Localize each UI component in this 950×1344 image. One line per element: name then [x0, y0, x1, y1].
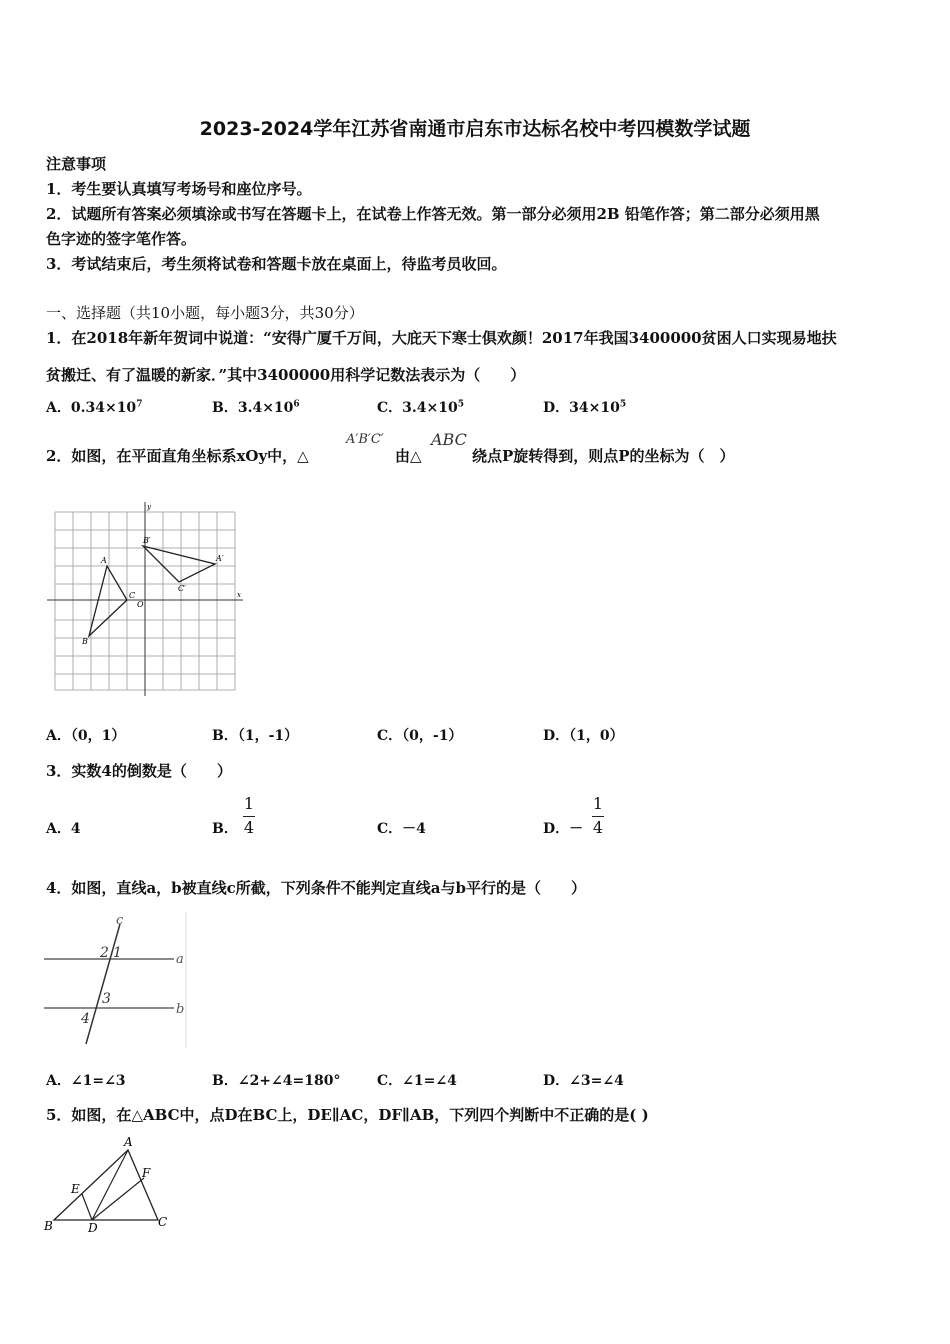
label-c: C — [129, 591, 136, 600]
label-b: b — [176, 1002, 185, 1017]
q3-option-c: C．－4 — [377, 821, 426, 837]
q4-option-b: B．∠2+∠4=180° — [212, 1073, 341, 1089]
q3-option-d-prefix: D．－ — [543, 821, 584, 837]
angle-4: 4 — [81, 1011, 90, 1027]
q3-option-d-numerator: 1 — [592, 794, 604, 813]
q4-parallel-lines-figure — [44, 912, 188, 1050]
q4-option-d: D．∠3=∠4 — [543, 1073, 624, 1089]
q2-option-a: A．（0，1） — [46, 728, 126, 744]
section-heading: 一、选择题（共10小题，每小题3分，共30分） — [46, 304, 364, 322]
triangle-abc — [54, 1150, 158, 1220]
line-c — [86, 924, 120, 1044]
label-b: B — [82, 637, 88, 646]
label-d: D — [88, 1221, 98, 1235]
label-a: a — [176, 952, 184, 967]
q2-triangle: ABC — [431, 430, 467, 449]
q2-stem-part1: 2．如图，在平面直角坐标系xOy中，△ — [46, 447, 309, 465]
q2-coordinate-figure — [45, 500, 250, 700]
label-b: B — [44, 1219, 53, 1233]
q4-option-c: C．∠1=∠4 — [377, 1073, 457, 1089]
q4-option-a: A．∠1=∠3 — [46, 1073, 126, 1089]
q3-option-b-fraction-bar — [243, 816, 255, 817]
q2-stem-part2: 由△ — [395, 447, 422, 465]
label-a-prime: A′ — [216, 554, 224, 563]
q4-stem: 4．如图，直线a，b被直线c所截，下列条件不能判定直线a与b平行的是（ ） — [46, 879, 586, 897]
angle-3: 3 — [102, 991, 111, 1007]
label-e: E — [71, 1182, 80, 1196]
triangle-prime — [143, 546, 215, 582]
q3-option-b-numerator: 1 — [243, 794, 255, 813]
label-f: F — [142, 1166, 151, 1180]
q2-stem-part3: 绕点P旋转得到，则点P的坐标为（ ） — [472, 447, 735, 465]
label-y: y — [147, 503, 151, 511]
note-item: 3．考试结束后，考生须将试卷和答题卡放在桌面上，待监考员收回。 — [46, 255, 507, 273]
q1-option-d: D．$34\times 10^5$ — [543, 399, 627, 416]
label-c-prime: C′ — [178, 584, 186, 593]
label-o: O — [137, 600, 144, 609]
q1-option-a: A．$0.34\times 10^7$ — [46, 399, 143, 416]
q1-option-b: B．$3.4\times 10^6$ — [212, 399, 300, 416]
angle-2: 2 — [100, 945, 109, 961]
label-x: x — [237, 591, 241, 599]
q2-option-b: B．（1，-1） — [212, 728, 299, 744]
q1-option-c: C．$3.4\times 10^5$ — [377, 399, 464, 416]
q3-option-b-prefix: B． — [212, 821, 238, 837]
label-c: c — [116, 913, 124, 928]
q2-option-d: D．（1，0） — [543, 728, 624, 744]
q3-option-b-denominator: 4 — [243, 818, 255, 837]
q2-triangle-prime: A′B′C′ — [346, 432, 384, 447]
label-a: A — [101, 556, 107, 565]
segment-de — [82, 1194, 92, 1220]
segment-ad — [92, 1150, 128, 1220]
q3-option-a: A．4 — [46, 821, 81, 837]
note-item: 色字迹的签字笔作答。 — [46, 230, 197, 248]
label-c: C — [158, 1215, 168, 1229]
angle-1: 1 — [113, 945, 122, 961]
notes-heading: 注意事项 — [46, 155, 107, 173]
q3-option-d-denominator: 4 — [592, 818, 604, 837]
note-item: 2．试题所有答案必须填涂或书写在答题卡上，在试卷上作答无效。第一部分必须用2B 铅笔作答；第二部分必须用黑 — [46, 205, 820, 223]
q5-triangle-figure — [40, 1132, 180, 1236]
q1-stem-line1: 1．在2018年新年贺词中说道：“安得广厦千万间，大庇天下寒士俱欢颜！2017年我国3400000贫困人口实现易地扶 — [46, 329, 837, 347]
segment-df — [92, 1178, 144, 1220]
q3-option-d-fraction-bar — [592, 816, 604, 817]
label-b-prime: B′ — [143, 536, 151, 545]
page-title: 2023-2024学年江苏省南通市启东市达标名校中考四模数学试题 — [199, 118, 751, 140]
q2-option-c: C．（0，-1） — [377, 728, 463, 744]
note-item: 1．考生要认真填写考场号和座位序号。 — [46, 180, 312, 198]
label-a: A — [124, 1135, 133, 1149]
q1-stem-line2: 贫搬迁、有了温暖的新家．”其中3400000用科学记数法表示为（ ） — [46, 366, 526, 384]
q5-stem: 5．如图，在△ABC中，点D在BC上，DE∥AC，DF∥AB，下列四个判断中不正确的是( ) — [46, 1106, 649, 1124]
q3-stem: 3．实数4的倒数是（ ） — [46, 762, 232, 780]
triangle-abc — [89, 566, 127, 636]
